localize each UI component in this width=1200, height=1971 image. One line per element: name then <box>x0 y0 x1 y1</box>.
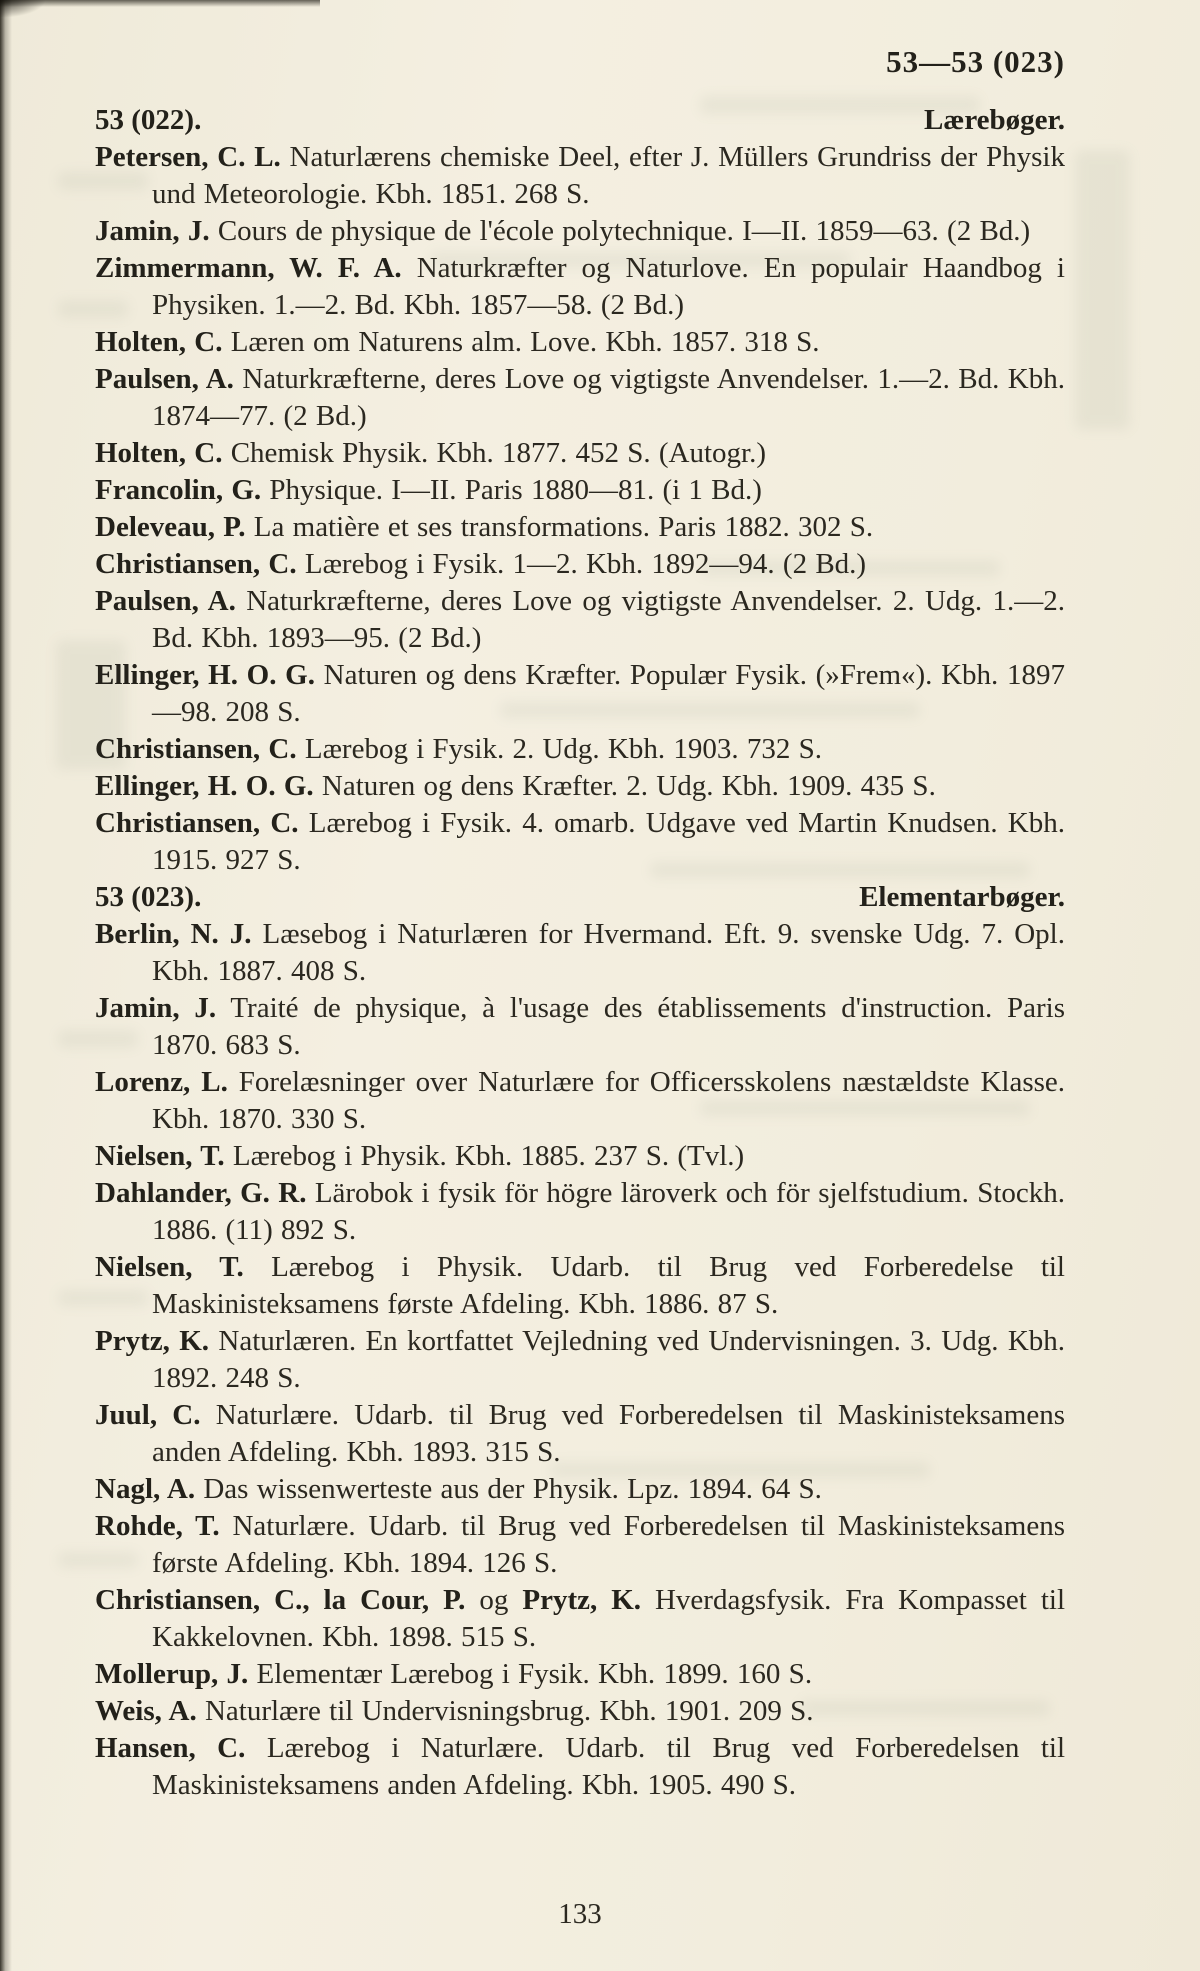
entry-author: Nielsen, T. <box>95 1251 244 1283</box>
catalog-entry <box>95 1064 1065 1138</box>
catalog-entry <box>95 731 1065 768</box>
catalog-entry <box>95 583 1065 657</box>
entry-text: Læren om Naturens alm. Love. Kbh. 1857. 318 S. <box>222 326 820 358</box>
catalog-entry <box>95 139 1065 213</box>
catalog-entry <box>95 250 1065 324</box>
entry-text: Naturkræfterne, deres Love og vigtigste Anvendelser. 1.—2. Bd. Kbh. 1874—77. (2 Bd.) <box>152 363 1065 432</box>
entry-text: Lærebog i Physik. Udarb. til Brug ved Forberedelse til Maskinisteksamens første Afdeling. Kbh. 1886. 87 S. <box>152 1251 1065 1320</box>
entry-text: Forelæsninger over Naturlære for Officersskolens næstældste Klasse. Kbh. 1870. 330 S. <box>152 1066 1066 1135</box>
catalog-entry <box>95 916 1065 990</box>
catalog-entry <box>95 1508 1065 1582</box>
entry-text: Naturlære. Udarb. til Brug ved Forberedelsen til Maskinisteksamens anden Afdeling. Kbh. 1893. 315 S. <box>152 1399 1065 1468</box>
entry-text: Lærebog i Fysik. 4. omarb. Udgave ved Martin Knudsen. Kbh. 1915. 927 S. <box>152 807 1066 876</box>
entry-author: Mollerup, J. <box>95 1658 249 1690</box>
entry-text: Physique. I—II. Paris 1880—81. (i 1 Bd.) <box>261 474 762 506</box>
catalog-entry <box>95 435 1065 472</box>
scan-corner-mark <box>0 0 46 18</box>
entry-text: Das wissenwerteste aus der Physik. Lpz. 1894. 64 S. <box>195 1473 822 1505</box>
entry-author: Jamin, J. <box>95 215 210 247</box>
entry-author: Christiansen, C. <box>95 733 297 765</box>
entry-text: og <box>465 1584 523 1616</box>
catalog-entry <box>95 1323 1065 1397</box>
catalog-entry <box>95 990 1065 1064</box>
entry-author: Berlin, N. J. <box>95 918 252 950</box>
catalog-entry <box>95 1471 1065 1508</box>
entry-author: Petersen, C. L. <box>95 141 281 173</box>
entry-text: Naturlæren. En kortfattet Vejledning ved Undervisningen. 3. Udg. Kbh. 1892. 248 S. <box>152 1325 1066 1394</box>
section-heading <box>95 879 1065 916</box>
entry-text: Lærebog i Fysik. 2. Udg. Kbh. 1903. 732 S. <box>296 733 822 765</box>
catalog-content <box>95 102 1065 1804</box>
section-title: Lærebøger. <box>924 104 1065 136</box>
page-number: 133 <box>558 1898 602 1930</box>
entry-text: Naturlære. Udarb. til Brug ved Forberedelsen til Maskinisteksamens første Afdeling. Kbh. 1894. 126 S. <box>152 1510 1065 1579</box>
catalog-entry <box>95 657 1065 731</box>
entry-author: Ellinger, H. O. G. <box>95 770 314 802</box>
entry-author: Ellinger, H. O. G. <box>95 659 315 691</box>
entry-author: Weis, A. <box>95 1695 197 1727</box>
catalog-entry <box>95 361 1065 435</box>
entry-author: Zimmermann, W. F. A. <box>95 252 402 284</box>
entry-author: Lorenz, L. <box>95 1066 228 1098</box>
entry-text: Naturen og dens Kræfter. 2. Udg. Kbh. 1909. 435 S. <box>313 770 936 802</box>
catalog-entry <box>95 1582 1065 1656</box>
section-heading <box>95 102 1065 139</box>
scan-edge-shadow-top <box>0 0 320 7</box>
catalog-entry <box>95 472 1065 509</box>
entry-text: Traité de physique, à l'usage des établissements d'instruction. Paris 1870. 683 S. <box>152 992 1065 1061</box>
entry-text: Naturen og dens Kræfter. Populær Fysik. (»Frem«). Kbh. 1897—98. 208 S. <box>152 659 1065 728</box>
catalog-entry <box>95 768 1065 805</box>
catalog-entry <box>95 213 1065 250</box>
bleedthrough-smudge <box>1075 150 1130 430</box>
catalog-entry <box>95 1730 1065 1804</box>
entry-author: Holten, C. <box>95 326 223 358</box>
entry-text: Læsebog i Naturlæren for Hvermand. Eft. 9. svenske Udg. 7. Opl. Kbh. 1887. 408 S. <box>152 918 1065 987</box>
catalog-entry <box>95 324 1065 361</box>
entry-text: Naturkræfter og Naturlove. En populair Haandbog i Physiken. 1.—2. Bd. Kbh. 1857—58. (2 Bd.) <box>152 252 1065 321</box>
entry-text: Lærebog i Naturlære. Udarb. til Brug ved Forberedelsen til Maskinisteksamens anden Afdeling. Kbh. 1905. 490 S. <box>152 1732 1065 1801</box>
entry-text: Naturkræfterne, deres Love og vigtigste Anvendelser. 2. Udg. 1.—2. Bd. Kbh. 1893—95. (2 Bd.) <box>152 585 1065 654</box>
entry-author: Holten, C. <box>95 437 223 469</box>
catalog-entry <box>95 1656 1065 1693</box>
entry-text: Naturlære til Undervisningsbrug. Kbh. 1901. 209 S. <box>196 1695 814 1727</box>
entry-author: Prytz, K. <box>522 1584 642 1616</box>
entry-text: Chemisk Physik. Kbh. 1877. 452 S. (Autogr.) <box>222 437 766 469</box>
running-head: 53—53 (023) <box>886 44 1065 79</box>
entry-author: Christiansen, C. <box>95 548 297 580</box>
entry-author: Rohde, T. <box>95 1510 220 1542</box>
entry-author: Paulsen, A. <box>95 363 234 395</box>
entry-author: Paulsen, A. <box>95 585 236 617</box>
entry-author: Prytz, K. <box>95 1325 210 1357</box>
entry-text: Cours de physique de l'école polytechnique. I—II. 1859—63. (2 Bd.) <box>209 215 1031 247</box>
catalog-entry <box>95 1693 1065 1730</box>
catalog-entry <box>95 1175 1065 1249</box>
entry-author: Christiansen, C., la Cour, P. <box>95 1584 466 1616</box>
entry-author: Dahlander, G. R. <box>95 1177 307 1209</box>
catalog-entry <box>95 805 1065 879</box>
entry-author: Juul, C. <box>95 1399 201 1431</box>
catalog-entry <box>95 1249 1065 1323</box>
entry-text: Lærebog i Physik. Kbh. 1885. 237 S. (Tvl.) <box>224 1140 745 1172</box>
section-title: Elementarbøger. <box>859 881 1065 913</box>
entry-author: Deleveau, P. <box>95 511 246 543</box>
entry-text: Naturlærens chemiske Deel, efter J. Müllers Grundriss der Physik und Meteorologie. Kbh. 1851. 268 S. <box>152 141 1065 210</box>
entry-author: Christiansen, C. <box>95 807 299 839</box>
section-code: 53 (022). <box>95 104 202 136</box>
scan-edge-shadow-left <box>0 0 12 1971</box>
entry-author: Jamin, J. <box>95 992 217 1024</box>
entry-text: La matière et ses transformations. Paris 1882. 302 S. <box>245 511 874 543</box>
entry-author: Hansen, C. <box>95 1732 246 1764</box>
entry-author: Nielsen, T. <box>95 1140 225 1172</box>
section-code: 53 (023). <box>95 881 202 913</box>
entry-text: Lærebog i Fysik. 1—2. Kbh. 1892—94. (2 Bd.) <box>296 548 867 580</box>
entry-text: Hverdagsfysik. Fra Kompasset til Kakkelovnen. Kbh. 1898. 515 S. <box>152 1584 1065 1653</box>
entry-text: Elementær Lærebog i Fysik. Kbh. 1899. 160 S. <box>248 1658 813 1690</box>
entry-author: Francolin, G. <box>95 474 262 506</box>
catalog-entry <box>95 1397 1065 1471</box>
entry-author: Nagl, A. <box>95 1473 196 1505</box>
catalog-entry <box>95 509 1065 546</box>
catalog-entry <box>95 1138 1065 1175</box>
entry-text: Lärobok i fysik för högre läroverk och för sjelfstudium. Stockh. 1886. (11) 892 S. <box>152 1177 1065 1246</box>
catalog-entry <box>95 546 1065 583</box>
